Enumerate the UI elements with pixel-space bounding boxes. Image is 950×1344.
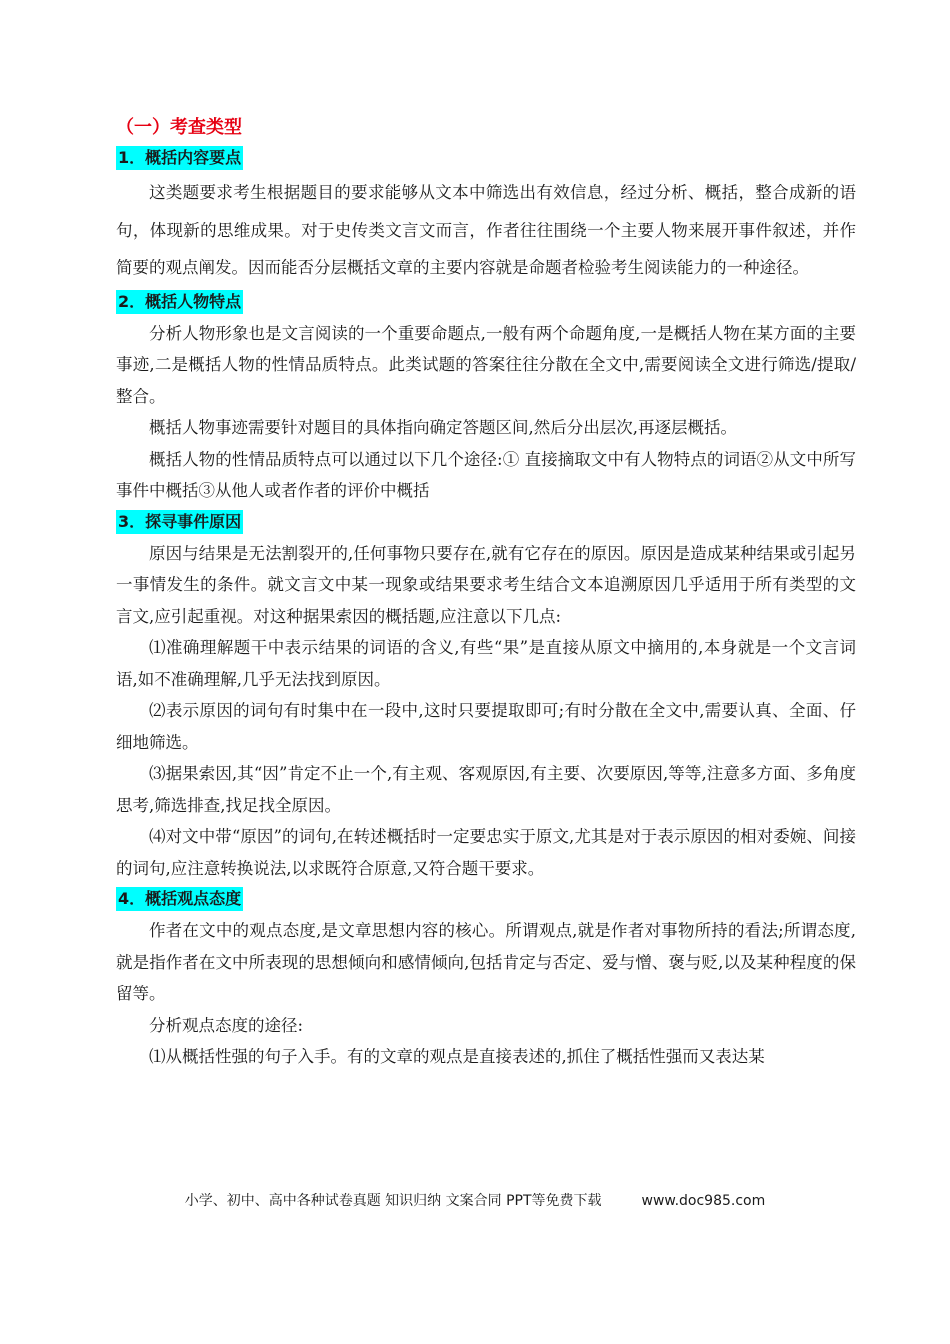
paragraph-4a: 作者在文中的观点态度,是文章思想内容的核心。所谓观点,就是作者对事物所持的看法;所谓态度,就是指作者在文中所表现的思想倾向和感情倾向,包括肯定与否定、爱与憎、褒与贬,以及某种程度的保留等。 [116, 921, 856, 1003]
page-footer [0, 1190, 950, 1210]
paragraph-3a: 原因与结果是无法割裂开的,任何事物只要存在,就有它存在的原因。原因是造成某种结果或引起另一事情发生的条件。就文言文中某一现象或结果要求考生结合文本追溯原因几乎适用于所有类型的文言文,应引起重视。对这种据果索因的概括题,应注意以下几点: [116, 543, 856, 626]
document-body [116, 113, 856, 1073]
paragraph-3c: ⑵表示原因的词句有时集中在一段中,这时只要提取即可;有时分散在全文中,需要认真、全面、仔细地筛选。 [116, 701, 856, 752]
paragraph-3b: ⑴准确理解题干中表示结果的词语的含义,有些“果”是直接从原文中摘用的,本身就是一个文言词语,如不准确理解,几乎无法找到原因。 [116, 638, 856, 689]
heading-4: 4．概括观点态度 [116, 887, 243, 911]
section-title: （一）考查类型 [116, 117, 242, 138]
heading-2: 2．概括人物特点 [116, 290, 243, 314]
paragraph-2a: 分析人物形象也是文言阅读的一个重要命题点,一般有两个命题角度,一是概括人物在某方面的主要事迹,二是概括人物的性情品质特点。此类试题的答案往往分散在全文中,需要阅读全文进行筛选/提取/整合。 [116, 323, 856, 406]
paragraph-3d: ⑶据果索因,其“因”肯定不止一个,有主观、客观原因,有主要、次要原因,等等,注意多方面、多角度思考,筛选排查,找足找全原因。 [116, 764, 856, 815]
paragraph-4b: 分析观点态度的途径: [149, 1015, 304, 1035]
paragraph-2c: 概括人物的性情品质特点可以通过以下几个途径:① 直接摘取文中有人物特点的词语②从文中所写事件中概括③从他人或者作者的评价中概括 [116, 449, 856, 500]
paragraph-2b: 概括人物事迹需要针对题目的具体指向确定答题区间,然后分出层次,再逐层概括。 [149, 418, 737, 437]
footer-text: 小学、初中、高中各种试卷真题 知识归纳 文案合同 PPT等免费下载 [184, 1193, 602, 1209]
paragraph-4c: ⑴从概括性强的句子入手。有的文章的观点是直接表述的,抓住了概括性强而又表达某 [149, 1047, 765, 1066]
paragraph-1: 这类题要求考生根据题目的要求能够从文本中筛选出有效信息，经过分析、概括，整合成新的语句，体现新的思维成果。对于史传类文言文而言，作者往往围绕一个主要人物来展开事件叙述，并作简要的观点阐发。因而能否分层概括文章的主要内容就是命题者检验考生阅读能力的一种途径。 [116, 183, 856, 277]
footer-url[interactable]: www.doc985.com [641, 1193, 766, 1209]
heading-3: 3．探寻事件原因 [116, 510, 243, 534]
paragraph-3e: ⑷对文中带“原因”的词句,在转述概括时一定要忠实于原文,尤其是对于表示原因的相对委婉、间接的词句,应注意转换说法,以求既符合原意,又符合题干要求。 [116, 827, 856, 878]
heading-1: 1．概括内容要点 [116, 146, 243, 170]
